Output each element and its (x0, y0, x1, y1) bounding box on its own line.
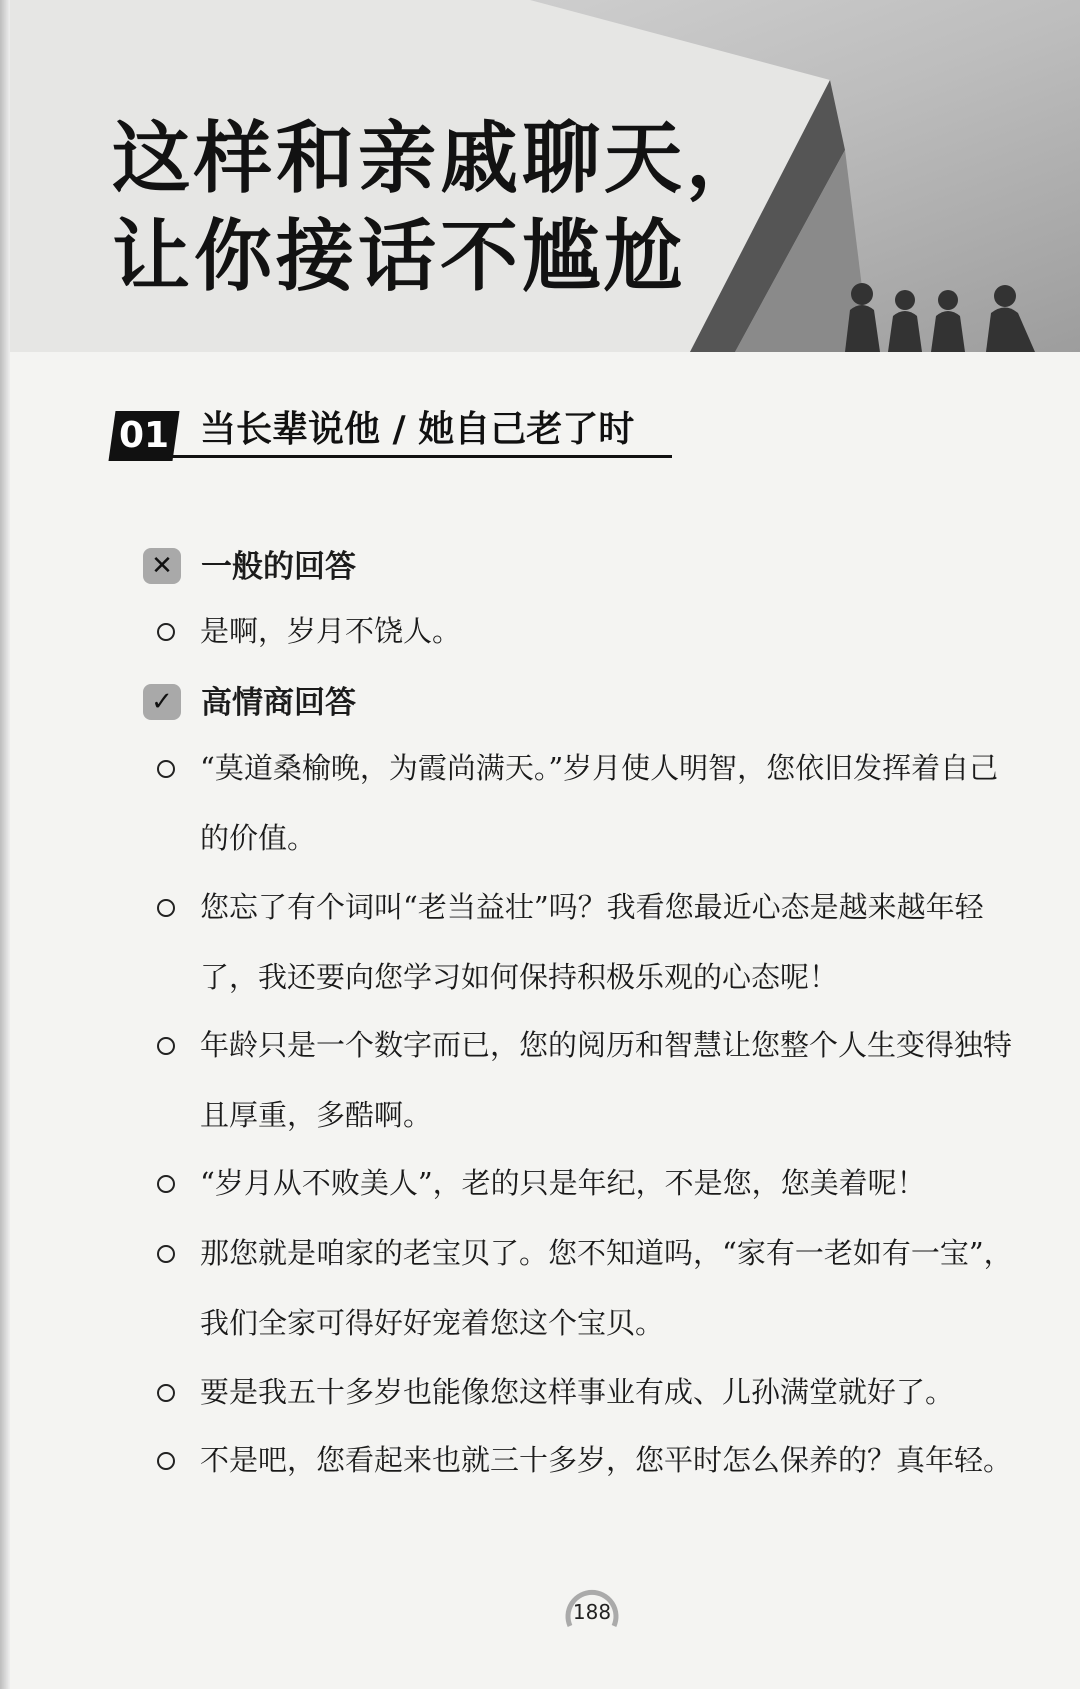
page-title (112, 110, 768, 306)
list-item (157, 1425, 1027, 1495)
section-underline (172, 455, 672, 458)
bullet-circle-icon (157, 760, 175, 778)
bullet-circle-icon (157, 1175, 175, 1193)
list-item-text: “岁月从不败美人”，老的只是年纪，不是您，您美着呢！ (200, 1166, 926, 1200)
page-number: 188 (572, 1600, 612, 1624)
list-item (157, 872, 1027, 1012)
list-item-text: 要是我五十多岁也能像您这样事业有成、儿孙满堂就好了。 (200, 1375, 955, 1409)
check-icon: ✓ (143, 684, 181, 720)
high-eq-label: 高情商回答 (201, 685, 356, 721)
title-line-2: 让你接话不尴尬 (112, 212, 687, 302)
list-item-text: “莫道桑榆晚，为霞尚满天。”岁月使人明智，您依旧发挥着自己的价值。 (200, 751, 999, 855)
cross-icon: ✕ (143, 548, 181, 584)
list-item (157, 596, 1027, 666)
section-number-badge (108, 411, 179, 461)
list-item (157, 1010, 1027, 1150)
bullet-circle-icon (157, 623, 175, 641)
bullet-circle-icon (157, 1245, 175, 1263)
list-item-text: 不是吧，您看起来也就三十多岁，您平时怎么保养的？真年轻。 (200, 1443, 1013, 1477)
list-item (157, 733, 1027, 873)
title-line-1: 这样和亲戚聊天， (112, 114, 769, 204)
bullet-circle-icon (157, 1037, 175, 1055)
list-item-text: 年龄只是一个数字而已，您的阅历和智慧让您整个人生变得独特且厚重，多酷啊。 (200, 1028, 1013, 1132)
section-number: 01 (118, 415, 170, 456)
section-heading (112, 405, 672, 465)
list-item (157, 1218, 1027, 1358)
bullet-circle-icon (157, 899, 175, 917)
list-item-text: 是啊，岁月不饶人。 (200, 614, 462, 648)
bullet-circle-icon (157, 1452, 175, 1470)
page-number-badge (560, 1586, 624, 1650)
section-title: 当长辈说他 / 她自己老了时 (200, 409, 635, 450)
list-item (157, 1148, 1027, 1218)
list-item (157, 1357, 1027, 1427)
list-item-text: 您忘了有个词叫“老当益壮”吗？我看您最近心态是越来越年轻了，我还要向您学习如何保持积极乐观的心态呢！ (200, 890, 984, 994)
bullet-circle-icon (157, 1384, 175, 1402)
people-silhouette-icon (845, 283, 1035, 352)
general-answer-label: 一般的回答 (201, 549, 356, 585)
list-item-text: 那您就是咱家的老宝贝了。您不知道吗，“家有一老如有一宝”，我们全家可得好好宠着您这个宝贝。 (200, 1236, 1013, 1340)
